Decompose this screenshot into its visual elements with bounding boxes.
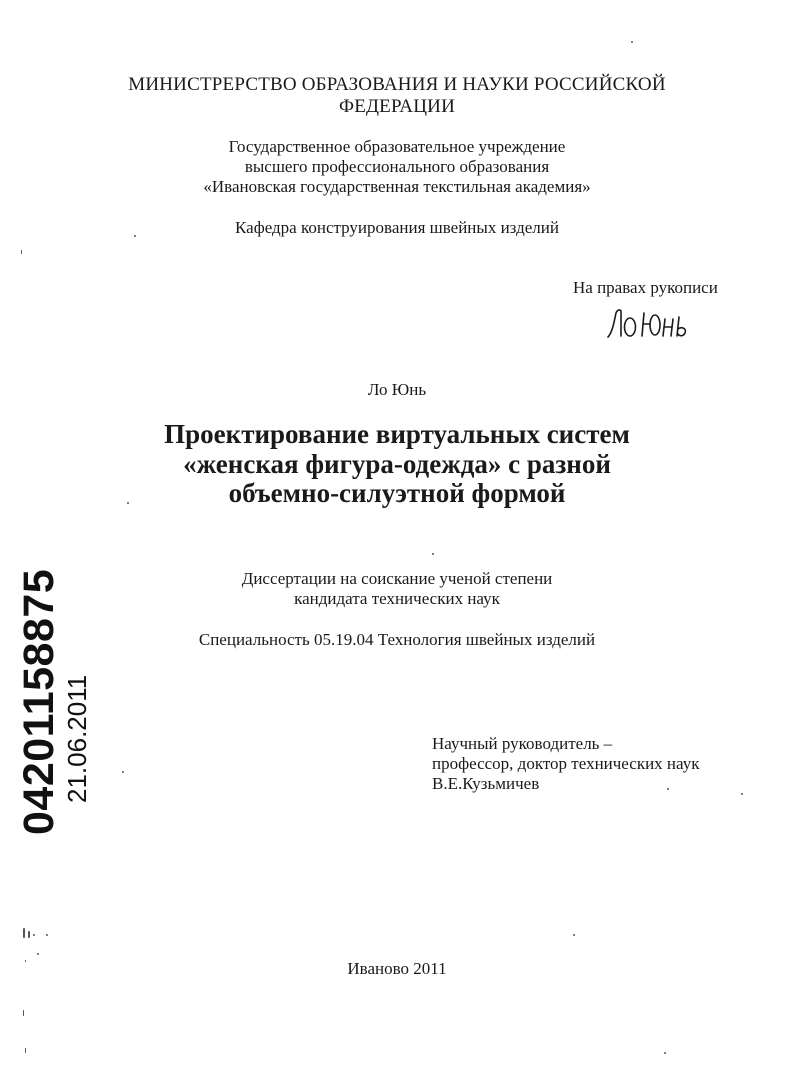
scan-speck [33,934,35,936]
scan-speck [134,235,136,237]
supervisor-line-3: В.Е.Кузьмичев [432,774,540,793]
scan-speck [664,1052,666,1054]
city-year: Иваново 2011 [347,959,447,978]
degree-line-1: Диссертации на соискание ученой степени [241,569,553,588]
stamp-date: 21.06.2011 [62,674,92,803]
scan-speck [573,934,575,936]
scan-speck [741,793,743,795]
scan-speck [28,931,30,938]
scan-speck [127,502,129,504]
scan-speck [23,1010,24,1016]
specialty: Специальность 05.19.04 Технология швейных изделий [198,630,596,649]
supervisor-line-2: профессор, доктор технических наук [432,754,700,773]
supervisor-line-1: Научный руководитель – [432,734,613,753]
scan-speck [122,771,124,773]
scan-speck [432,553,434,555]
ministry-line-1: МИНИСТРЕРСТВО ОБРАЗОВАНИЯ И НАУКИ РОССИЙСКОЙ [128,74,666,95]
scan-speck [25,1048,26,1053]
scan-speck [631,41,633,43]
author-name: Ло Юнь [367,380,427,399]
degree-line-2: кандидата технических наук [294,589,500,608]
department: Кафедра конструирования швейных изделий [235,218,559,237]
title-line-3: объемно-силуэтной формой [228,478,566,508]
stamp-code: 04201158875 [15,568,63,835]
scan-speck [37,953,39,955]
institution-line-2: высшего профессионального образования [244,157,550,176]
scan-speck [25,960,26,962]
scan-speck [46,934,48,936]
scan-speck [23,928,25,938]
institution-line-3: «Ивановская государственная текстильная академия» [203,177,591,196]
scan-speck [667,788,669,790]
manuscript-note: На правах рукописи [573,278,718,297]
scan-speck [21,250,22,254]
title-line-2: «женская фигура-одежда» с разной [183,449,611,479]
ministry-line-2: ФЕДЕРАЦИИ [338,96,455,117]
institution-line-1: Государственное образовательное учреждение [228,137,566,156]
title-line-1: Проектирование виртуальных систем [164,419,630,449]
